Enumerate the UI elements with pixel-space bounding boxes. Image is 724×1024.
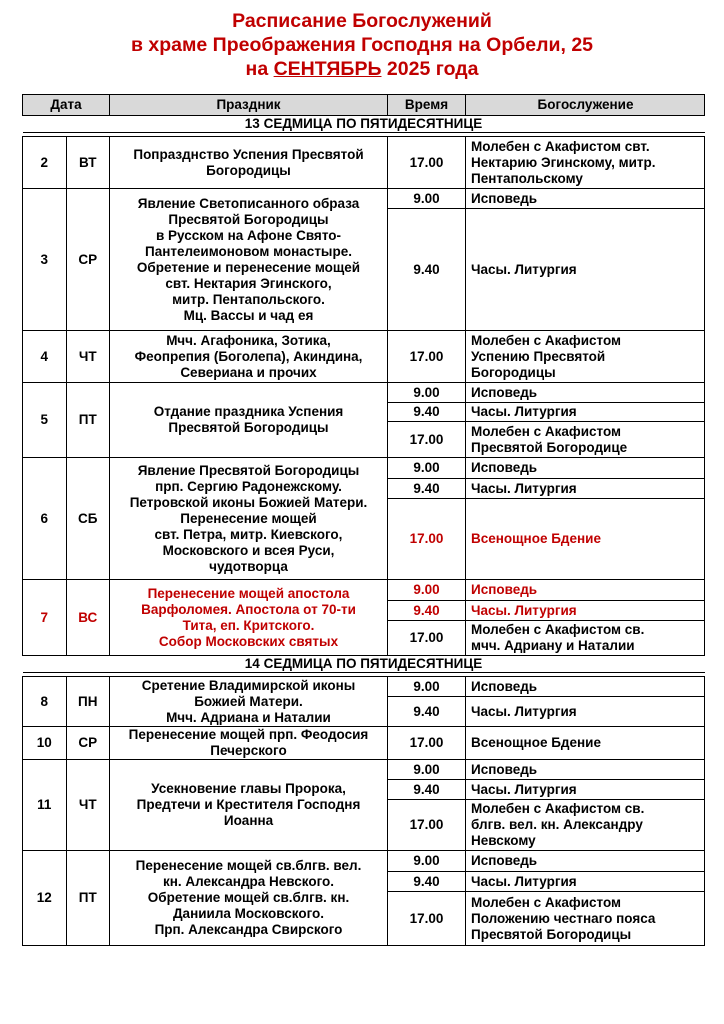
text-line: Исповедь — [471, 761, 538, 777]
table-header-row — [23, 95, 705, 116]
text-line: Божией Матери. — [194, 693, 303, 709]
service-time: 17.00 — [388, 800, 466, 851]
text-line: Обретение мощей св.блгв. кн. — [147, 890, 350, 905]
table-row — [23, 137, 705, 189]
text-line: Молебен с Акафистом — [471, 423, 622, 439]
text-line: Тита, еп. Критского. — [182, 617, 315, 633]
text-line: Исповедь — [471, 678, 538, 694]
service-name — [466, 601, 705, 621]
text-line: чудотворца — [209, 558, 288, 574]
text-line: Петровской иконы Божией Матери. — [129, 494, 368, 510]
text-line: Часы. Литургия — [471, 781, 577, 797]
day-of-week: ВС — [66, 580, 110, 656]
service-time: 9.00 — [388, 580, 466, 601]
text-line: кн. Александра Невского. — [162, 874, 335, 889]
text-line: Молебен с Акафистом — [471, 894, 622, 910]
service-time: 9.40 — [388, 209, 466, 331]
day-date: 4 — [23, 331, 67, 383]
title-line-2: в храме Преображения Господня на Орбели, 25 — [130, 34, 594, 56]
schedule-body — [23, 116, 705, 946]
text-line: Пантелеимоновом монастыре. — [145, 243, 352, 259]
table-row — [23, 383, 705, 403]
table-row — [23, 331, 705, 383]
text-line: Пентапольскому — [471, 170, 583, 186]
text-line: Мчч. Агафоника, Зотика, — [166, 332, 331, 348]
day-date: 5 — [23, 383, 67, 458]
feast-cell — [110, 760, 388, 851]
day-date: 7 — [23, 580, 67, 656]
table-row — [23, 580, 705, 601]
text-line: митр. Пентапольского. — [172, 291, 325, 307]
text-line: Часы. Литургия — [471, 873, 577, 889]
service-name — [466, 189, 705, 209]
text-line: Явление Пресвятой Богородицы — [137, 462, 360, 478]
week-header-row — [23, 116, 705, 133]
service-time: 9.00 — [388, 851, 466, 872]
document-header — [0, 0, 724, 81]
text-line: Часы. Литургия — [471, 703, 577, 719]
title-prefix: на — [245, 58, 269, 80]
day-date: 3 — [23, 189, 67, 331]
text-line: блгв. вел. кн. Александру — [471, 817, 643, 832]
text-line: Невскому — [471, 833, 536, 848]
service-time: 9.40 — [388, 697, 466, 727]
service-name — [466, 800, 705, 851]
column-header-date: Дата — [23, 95, 110, 116]
text-line: Положению честнаго пояса — [471, 910, 656, 926]
service-time: 9.40 — [388, 479, 466, 499]
schedule-table — [22, 94, 705, 946]
title-line-1: Расписание Богослужений — [232, 10, 492, 32]
text-line: Усекновение главы Пророка, — [151, 781, 346, 796]
service-name — [466, 403, 705, 422]
text-line: Всенощное Бдение — [471, 735, 601, 750]
service-time: 17.00 — [388, 727, 466, 760]
column-header-service: Богослужение — [466, 95, 705, 116]
day-of-week: ВТ — [66, 137, 110, 189]
week-label: 14 СЕДМИЦА ПО ПЯТИДЕСЯТНИЦЕ — [23, 656, 705, 673]
text-line: Иоанна — [223, 813, 274, 828]
feast-cell — [110, 137, 388, 189]
service-name — [466, 137, 705, 189]
service-name — [466, 892, 705, 946]
table-row — [23, 727, 705, 760]
day-of-week: СР — [66, 189, 110, 331]
text-line: Собор Московских святых — [158, 633, 339, 649]
service-time: 9.00 — [388, 458, 466, 479]
text-line: Молебен с Акафистом — [471, 332, 622, 348]
service-time: 9.00 — [388, 383, 466, 403]
text-line: свт. Петра, митр. Киевского, — [154, 526, 343, 542]
text-line: Пресвятой Богородицы — [168, 420, 329, 435]
text-line: Исповедь — [471, 190, 538, 206]
column-header-feast: Праздник — [110, 95, 388, 116]
day-of-week: ЧТ — [66, 760, 110, 851]
service-time: 17.00 — [388, 137, 466, 189]
text-line: Молебен с Акафистом св. — [471, 801, 645, 816]
feast-cell — [110, 383, 388, 458]
service-name — [466, 479, 705, 499]
text-line: Молебен с Акафистом св. — [471, 622, 645, 637]
service-time: 17.00 — [388, 422, 466, 458]
feast-cell — [110, 331, 388, 383]
service-name — [466, 621, 705, 656]
service-name — [466, 499, 705, 580]
service-name — [466, 580, 705, 601]
text-line: Попразднство Успения Пресвятой — [133, 146, 364, 162]
service-time: 9.00 — [388, 760, 466, 780]
text-line: Исповедь — [471, 582, 538, 597]
text-line: Сретение Владимирской иконы — [141, 677, 356, 693]
service-name — [466, 851, 705, 872]
text-line: Мц. Вассы и чад ея — [183, 307, 314, 323]
text-line: Исповедь — [471, 384, 538, 400]
week-header-row — [23, 656, 705, 673]
text-line: Московского и всея Руси, — [162, 542, 335, 558]
day-of-week: СР — [66, 727, 110, 760]
text-line: Часы. Литургия — [471, 404, 577, 419]
text-line: в Русском на Афоне Свято- — [155, 227, 341, 243]
text-line: свт. Нектария Эгинского, — [165, 275, 332, 291]
day-date: 2 — [23, 137, 67, 189]
service-name — [466, 697, 705, 727]
service-name — [466, 677, 705, 697]
service-time: 17.00 — [388, 499, 466, 580]
text-line: Явление Светописанного образа — [137, 195, 360, 211]
feast-cell — [110, 677, 388, 727]
day-date: 8 — [23, 677, 67, 727]
text-line: Пресвятой Богородицы — [168, 211, 329, 227]
day-date: 6 — [23, 458, 67, 580]
text-line: Успению Пресвятой — [471, 348, 606, 364]
service-time: 9.40 — [388, 780, 466, 800]
text-line: Обретение и перенесение мощей — [136, 259, 361, 275]
text-line: Перенесение мощей прп. Феодосия — [128, 727, 369, 742]
text-line: Севериана и прочих — [180, 364, 317, 380]
service-name — [466, 422, 705, 458]
table-row — [23, 760, 705, 780]
table-row — [23, 677, 705, 697]
text-line: Исповедь — [471, 853, 538, 868]
text-line: Богородицы — [471, 364, 556, 380]
day-of-week: ЧТ — [66, 331, 110, 383]
text-line: Предтечи и Крестителя Господня — [136, 797, 361, 812]
week-label: 13 СЕДМИЦА ПО ПЯТИДЕСЯТНИЦЕ — [23, 116, 705, 133]
text-line: Часы. Литургия — [471, 480, 577, 496]
service-time: 17.00 — [388, 892, 466, 946]
feast-cell — [110, 458, 388, 580]
text-line: Отдание праздника Успения — [153, 404, 344, 419]
text-line: Варфоломея. Апостола от 70-ти — [141, 601, 356, 617]
title-month: СЕНТЯБРЬ — [273, 58, 382, 80]
text-line: Нектарию Эгинскому, митр. — [471, 154, 656, 170]
service-name — [466, 331, 705, 383]
text-line: Часы. Литургия — [471, 602, 577, 618]
service-time: 9.40 — [388, 601, 466, 621]
feast-cell — [110, 580, 388, 656]
feast-cell — [110, 727, 388, 760]
day-of-week: ПТ — [66, 383, 110, 458]
day-date: 12 — [23, 851, 67, 946]
text-line: Пресвятой Богородицы — [471, 926, 632, 942]
service-time: 9.00 — [388, 189, 466, 209]
service-time: 17.00 — [388, 331, 466, 383]
day-date: 11 — [23, 760, 67, 851]
text-line: Исповедь — [471, 460, 538, 475]
day-of-week: ПТ — [66, 851, 110, 946]
service-time: 9.40 — [388, 403, 466, 422]
feast-cell — [110, 189, 388, 331]
service-time: 9.00 — [388, 677, 466, 697]
text-line: мчч. Адриану и Наталии — [471, 638, 635, 653]
service-name — [466, 209, 705, 331]
service-name — [466, 760, 705, 780]
column-header-time: Время — [388, 95, 466, 116]
service-time: 9.40 — [388, 872, 466, 892]
table-row — [23, 458, 705, 479]
title-suffix: 2025 года — [386, 58, 479, 80]
text-line: Прп. Александра Свирского — [154, 922, 343, 937]
service-name — [466, 727, 705, 760]
text-line: Всенощное Бдение — [471, 531, 601, 546]
day-of-week: СБ — [66, 458, 110, 580]
text-line: Молебен с Акафистом свт. — [471, 138, 650, 154]
text-line: Перенесение мощей св.блгв. вел. — [135, 858, 362, 873]
service-name — [466, 383, 705, 403]
service-time: 17.00 — [388, 621, 466, 656]
text-line: Перенесение мощей — [180, 510, 317, 526]
text-line: Печерского — [210, 743, 287, 758]
text-line: Богородицы — [206, 162, 291, 178]
service-name — [466, 872, 705, 892]
table-row — [23, 851, 705, 872]
service-name — [466, 458, 705, 479]
text-line: прп. Сергию Радонежскому. — [155, 478, 342, 494]
text-line: Даниила Московского. — [172, 906, 325, 921]
day-date: 10 — [23, 727, 67, 760]
feast-cell — [110, 851, 388, 946]
day-of-week: ПН — [66, 677, 110, 727]
service-name — [466, 780, 705, 800]
table-row — [23, 189, 705, 209]
text-line: Феопрепия (Боголепа), Акиндина, — [134, 348, 363, 364]
text-line: Пресвятой Богородице — [471, 439, 628, 455]
title-line-3 — [0, 57, 724, 81]
text-line: Часы. Литургия — [471, 261, 577, 277]
text-line: Мчч. Адриана и Наталии — [166, 709, 331, 725]
text-line: Перенесение мощей апостола — [147, 585, 350, 601]
